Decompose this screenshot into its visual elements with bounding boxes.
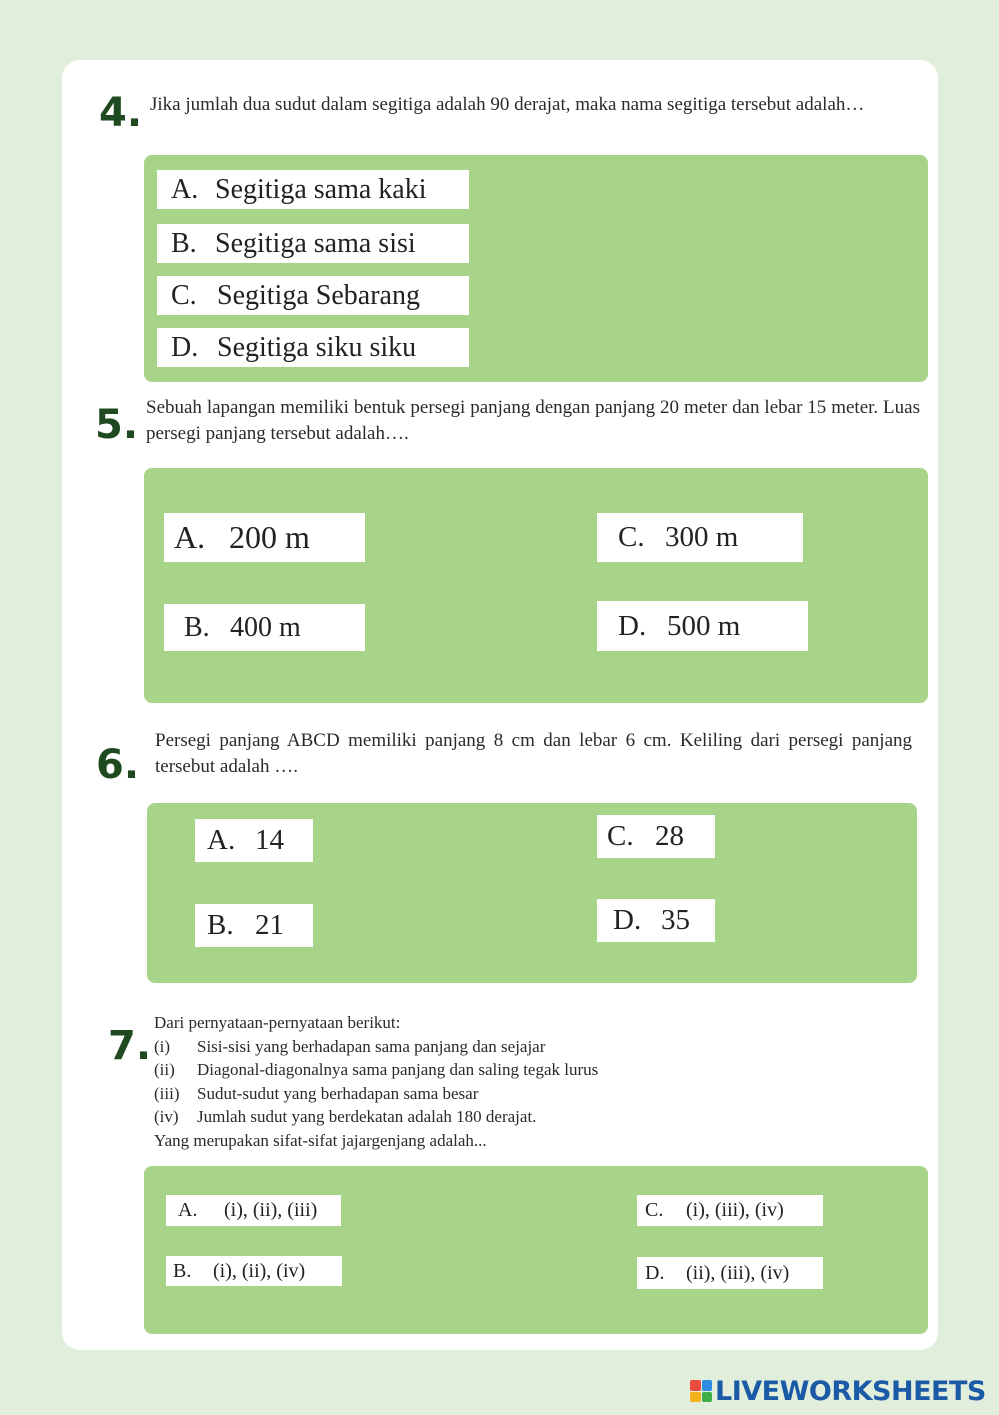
question-text-4: Jika jumlah dua sudut dalam segitiga adalah 90 derajat, maka nama segitiga tersebut adalah… <box>150 94 865 115</box>
option-5b[interactable]: B. 400 m <box>164 604 365 651</box>
option-6c[interactable]: C. 28 <box>597 815 715 858</box>
option-4c[interactable]: C. Segitiga Sebarang <box>157 276 469 315</box>
option-7a[interactable]: A. (i), (ii), (iii) <box>166 1195 341 1226</box>
statement-row: (ii) Diagonal-diagonalnya sama panjang dan saling tegak lurus <box>154 1060 599 1079</box>
option-4b[interactable]: B. Segitiga sama sisi <box>157 224 469 263</box>
question-number-6: 6. <box>96 742 140 788</box>
option-7b[interactable]: B. (i), (ii), (iv) <box>166 1256 342 1286</box>
question-number-4: 4. <box>99 90 143 136</box>
option-6a[interactable]: A. 14 <box>195 819 313 862</box>
option-6d[interactable]: D. 35 <box>597 899 715 942</box>
logo-text: LIVEWORKSHEETS <box>715 1375 986 1407</box>
statement-row: (iii) Sudut-sudut yang berhadapan sama besar <box>154 1083 479 1103</box>
question-text-5: Sebuah lapangan memiliki bentuk persegi panjang dengan panjang 20 meter dan lebar 15 meter. Luas persegi panjang tersebut adalah…. <box>146 397 920 444</box>
option-4a[interactable]: A. Segitiga sama kaki <box>157 170 469 209</box>
question-text-6: Persegi panjang ABCD memiliki panjang 8 cm dan lebar 6 cm. Keliling dari persegi panjang tersebut adalah …. <box>155 730 912 777</box>
option-7d[interactable]: D. (ii), (iii), (iv) <box>637 1257 823 1289</box>
statement-row: (iv) Jumlah sudut yang berdekatan adalah 180 derajat. <box>154 1107 537 1126</box>
option-4d[interactable]: D. Segitiga siku siku <box>157 328 469 367</box>
liveworksheets-logo-icon <box>690 1380 712 1402</box>
question-intro-7: Dari pernyataan-pernyataan berikut: <box>154 1013 401 1032</box>
option-6b[interactable]: B. 21 <box>195 904 313 947</box>
answer-panel-5 <box>144 468 928 703</box>
option-5a[interactable]: A. 200 m <box>164 513 365 562</box>
question-number-7: 7. <box>108 1023 152 1069</box>
question-prompt-7: Yang merupakan sifat-sifat jajargenjang adalah... <box>154 1130 487 1150</box>
option-5c[interactable]: C. 300 m <box>597 513 803 562</box>
answer-panel-7 <box>144 1166 928 1334</box>
liveworksheets-logo <box>690 1375 986 1407</box>
question-text-7 <box>154 1011 754 1152</box>
option-7c[interactable]: C. (i), (iii), (iv) <box>637 1195 823 1226</box>
question-number-5: 5. <box>95 402 139 448</box>
statement-row: (i) Sisi-sisi yang berhadapan sama panjang dan sejajar <box>154 1036 546 1056</box>
option-5d[interactable]: D. 500 m <box>597 601 808 651</box>
